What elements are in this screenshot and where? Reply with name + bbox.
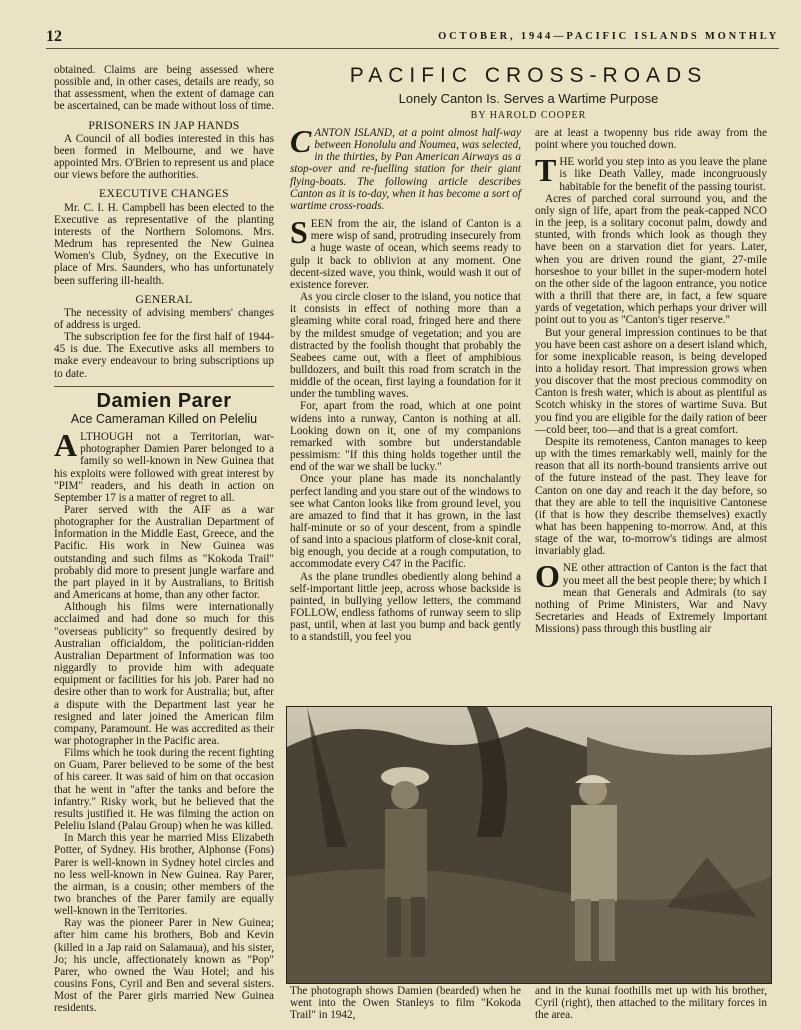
drop-cap: T [535, 152, 557, 189]
subheading-general: GENERAL [135, 291, 193, 306]
subheading-executive: EXECUTIVE CHANGES [99, 186, 229, 201]
page-number: 12 [46, 28, 62, 45]
paragraph: ALTHOUGH not a Territorian, war-photographer Damien Parer belonged to a family so well-known in New Guinea that his exploits were followed with great interest by "PIM" readers, and his death in action on September 17 is a matter of regret to all. [54, 427, 274, 504]
paragraph: ONE other attraction of Canton is the fact that you meet all the best people there; by which I mean that Generals and Admirals (to say nothing of Prime Ministers, War and Navy Secretaries and Heads of Extremely Important Missions) pass through this bustling air [535, 558, 767, 636]
drop-cap: O [535, 558, 560, 595]
article-title-parer: Damien Parer [96, 389, 232, 412]
paragraph: For, apart from the road, which at one point widens into a runway, Canton is nothing at all. Looking down on it, one of my companions remarked with sombre but understandable pessimism: "If this thing holds together until the end of the war we shall be lucky." [290, 400, 521, 474]
running-head: OCTOBER, 1944—PACIFIC ISLANDS MONTHLY [438, 31, 779, 42]
caption-left: The photograph shows Damien (bearded) when he went into the Owen Stanleys to film "Kokoda Trail" in 1942, [290, 985, 521, 1022]
byline: BY HAROLD COOPER [470, 110, 587, 121]
middle-column [290, 123, 521, 644]
intro-block [290, 123, 521, 212]
drop-cap: S [290, 214, 308, 251]
paragraph: Films which he took during the recent fighting on Guam, Parer believed to be some of the best of his career. It was said of him on that occasion that he went in "after the tanks and before the infantry." Risky work, but he believed that the results justified it. He was filming the action on Peleliu Island (Palau Group) when he was killed. [54, 747, 274, 833]
caption-right: and in the kunai foothills met up with his brother, Cyril (right), then attached to the military forces in the area. [535, 985, 767, 1022]
paragraph: Mr. C. I. H. Campbell has been elected to the Executive as representative of the planting interests of the Northern Solomons. Mrs. Medrum has represented the New Guinea Women's Club, Sydney, on the Executive in place of Mrs. Saunders, who has unfortunately been suffering ill-health. [54, 201, 274, 287]
paragraph: The subscription fee for the first half of 1944-45 is due. The Executive asks all members to make every endeavour to bring subscriptions up to date. [54, 331, 274, 380]
paragraph: A Council of all bodies interested in this has been formed in Melbourne, and we have appointed Mrs. O'Brien to represent us and place our views before the authorities. [54, 132, 274, 182]
drop-cap: C [290, 123, 312, 159]
paragraph: obtained. Claims are being assessed where possible and, in other cases, details are ready, so that assessment, when the extent of damage can be ascertained, can be made without loss of time. [54, 64, 274, 113]
paragraph: Ray was the pioneer Parer in New Guinea; after him came his brothers, Bob and Kevin (killed in a Jap raid on Salamaua), and his sister, Jo; his uncle, affectionately known as "Pop" Parer, who owned the Wau Hotel; and his cousins Fons, Cyril and Ben and several sisters. Most of the Parer girls married New Guinea residents. [54, 917, 274, 1015]
left-column [54, 64, 274, 1015]
article-title: PACIFIC CROSS-ROADS [349, 64, 708, 87]
article-subtitle: Lonely Canton Is. Serves a Wartime Purpose [398, 91, 659, 106]
paragraph: are at least a twopenny bus ride away from the point where you touched down. [535, 127, 767, 152]
paragraph: As the plane trundles obediently along behind a self-important little jeep, across whose backside is painted, in bullying yellow letters, the command FOLLOW, endless fathoms of runway seem to slip past, until, when at last you bump and back gently to a standstill, you feel you [290, 570, 521, 644]
photo-illustration [287, 707, 771, 983]
subheading-prisoners: PRISONERS IN JAP HANDS [88, 117, 240, 132]
paragraph: Acres of parched coral surround you, and the only sign of life, apart from the peak-capped NCO in the jeep, is a solitary coconut palm, dowdy and stunted, with fronds which look as though they have been on a starvation diet for years. Later, when you are driven round the giant, 27-mile horseshoe to your billet in the super-modern hotel on the other side of the lagoon entrance, you notice with a thrill that there are, in fact, a few square yards of vegetation, which perhaps your driver will point out to you as "Canton's tiger reserve." [535, 192, 767, 327]
paragraph: The necessity of advising members' changes of address is urged. [54, 306, 274, 331]
divider [54, 386, 274, 387]
page-header [46, 28, 779, 49]
paragraph: As you circle closer to the island, you notice that it consists in effect of nothing more than a gleaming white coral road, fringed here and there by the mildest smudge of vegetation; and you are distracted by the foolish thought that probably the Seabees came out, with a fleet of amphibious bulldozers, and built this road from scratch in the middle of the ocean, first laying a foundation for it under the tumbling waves. [290, 291, 521, 401]
paragraph: But your general impression continues to be that you have been cast ashore on a desert island which, for some inexplicable reason, is being developed into a holiday resort. That impression grows when you discover that the most precious commodity on Canton is fresh water, which is about as plentiful as Scotch whisky in the stores of wartime Suva. But you find you are eligible for the daily ration of beer—cold beer, too—and that is a great comfort. [535, 326, 767, 436]
article-subtitle-parer: Ace Cameraman Killed on Peleliu [70, 411, 258, 426]
paragraph: SEEN from the air, the island of Canton is a mere wisp of sand, protruding insecurely from a huge waste of ocean, which seems ready to gulp it back to oblivion at any moment. One decent-sized wave, you think, would wash it out of existence forever. [290, 214, 521, 291]
paragraph: THE world you step into as you leave the plane is like Death Valley, made incongruously habitable for the benefit of the passing tourist. [535, 152, 767, 193]
paragraph: Although his films were internationally acclaimed and had done so much for this "overseas publicity" so frequently desired by Australian officialdom, the politician-ridden Australian Department of Information was too niggardly to provide him with adequate equipment or facilities for his job. Parer had no desire other than to work for Australia; but, after a dispute with the Department last year he resigned and later joined the American film company, Paramount. He was accredited as their war photographer in the Pacific area. [54, 601, 274, 747]
paragraph: In March this year he married Miss Elizabeth Potter, of Sydney. His brother, Alphonse (Fons) Parer is well-known in Sydney hotel circles and no less well-known in New Guinea. Ray Parer, the airman, is a cousin; other members of the two branches of the Parer family are equally well-known in the Territories. [54, 832, 274, 918]
intro-paragraph: CANTON ISLAND, at a point almost half-way between Honolulu and Noumea, was selected, in the thirties, by Pan American Airways as a stop-over and re-fuelling station for their giant flying-boats. The following article describes Canton as it is to-day, when it has become a sort of wartime cross-roads. [290, 123, 521, 212]
paragraph: Despite its remoteness, Canton manages to keep up with the times remarkably well, mainly for the reason that all its north-bound transients arrive out of the future instead of the past. They leave for Canton on one day and reach it the day before, so that they are able to tell the inquisitive Cantonese (if that is how they describe themselves) exactly what has been happening to-morrow. And, at this stage of the war, to-morrow's tidings are almost invariably glad. [535, 435, 767, 558]
paragraph: Parer served with the AIF as a war photographer for the Australian Department of Information in the Middle East, Greece, and the Pacific. His work in New Guinea was outstanding and such films as "Kokoda Trail" probably did more to present jungle warfare and the part played in it by Australians, to British and Americans at home, than any other factor. [54, 504, 274, 602]
photograph [286, 706, 772, 984]
drop-cap: A [54, 427, 78, 464]
right-column [535, 127, 767, 635]
paragraph: Once your plane has made its nonchalantly perfect landing and you stare out of the windows to see what Canton looks like from ground level, you are amazed to find that it has grown, in the last half-minute or so of your descent, from a spindle of sand into a spacious platform of close-knit coral, big enough, you decide at a rough computation, to accommodate every C47 in the Pacific. [290, 473, 521, 571]
